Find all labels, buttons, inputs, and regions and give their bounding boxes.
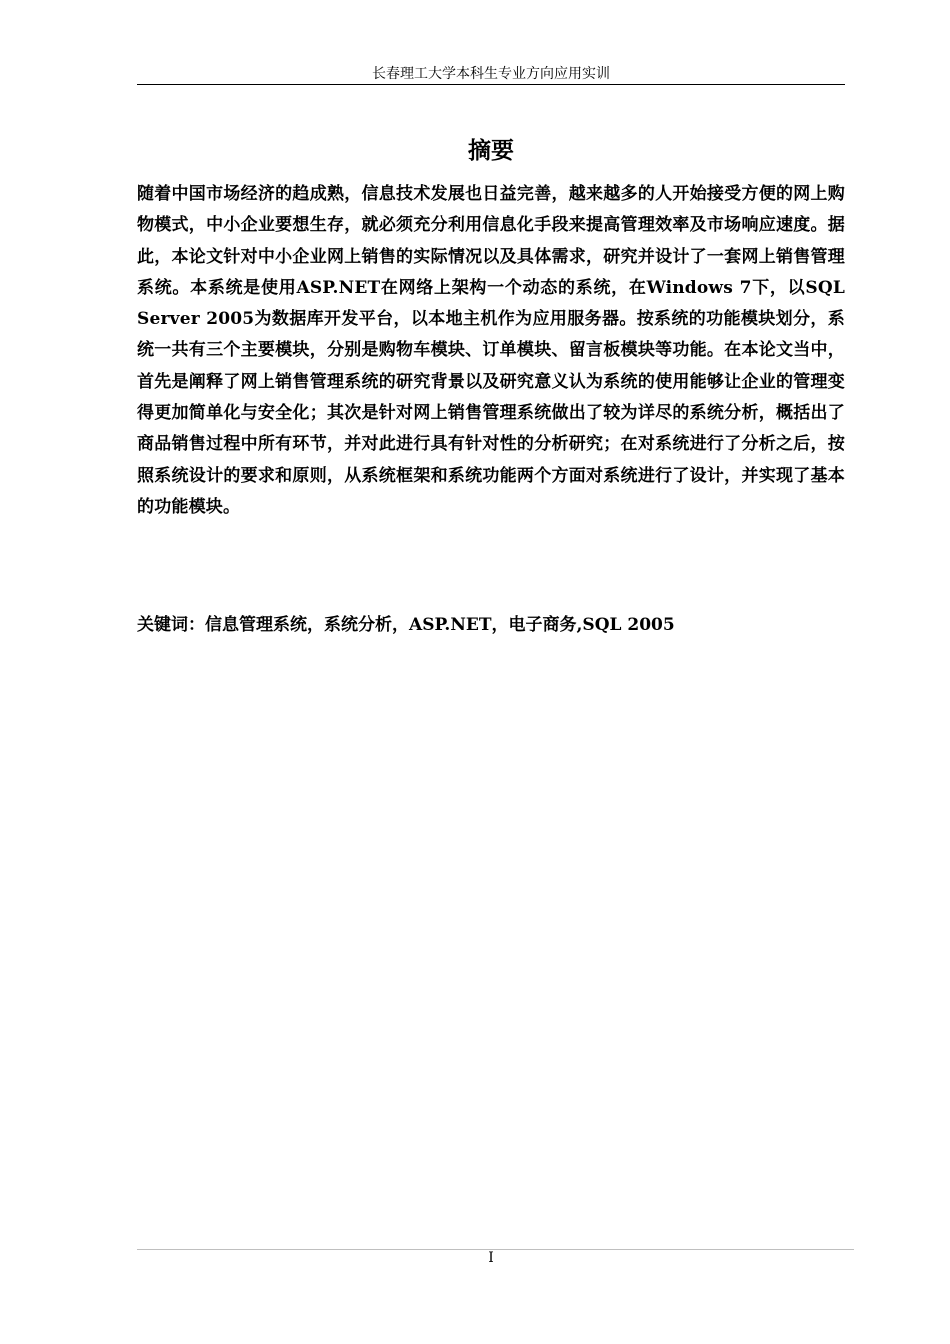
keywords-line: 关键词：信息管理系统，系统分析，ASP.NET，电子商务,SQL 2005 [137, 615, 675, 635]
abstract-paragraph: 随着中国市场经济的趋成熟，信息技术发展也日益完善，越来越多的人开始接受方便的网上购物模式，中小企业要想生存，就必须充分利用信息化手段来提高管理效率及市场响应速度。据此，本论文针对中小企业网上销售的实际情况以及具体需求，研究并设计了一套网上销售管理系统。本系统是使用ASP.NET在网络上架构一个动态的系统，在Windows 7下，以SQL Server 2005为数据库开发平台，以本地主机作为应用服务器。按系统的功能模块划分，系统一共有三个主要模块，分别是购物车模块、订单模块、留言板模块等功能。在本论文当中，首先是阐释了网上销售管理系统的研究背景以及研究意义认为系统的使用能够让企业的管理变得更加简单化与安全化；其次是针对网上销售管理系统做出了较为详尽的系统分析，概括出了商品销售过程中所有环节，并对此进行具有针对性的分析研究；在对系统进行了分析之后，按照系统设计的要求和原则，从系统框架和系统功能两个方面对系统进行了设计，并实现了基本的功能模块。 [137, 184, 845, 517]
page-title: 摘要 [468, 137, 514, 164]
running-header: 长春理工大学本科生专业方向应用实训 [372, 66, 610, 82]
header-divider [137, 84, 845, 85]
page-number: I [488, 1250, 494, 1266]
